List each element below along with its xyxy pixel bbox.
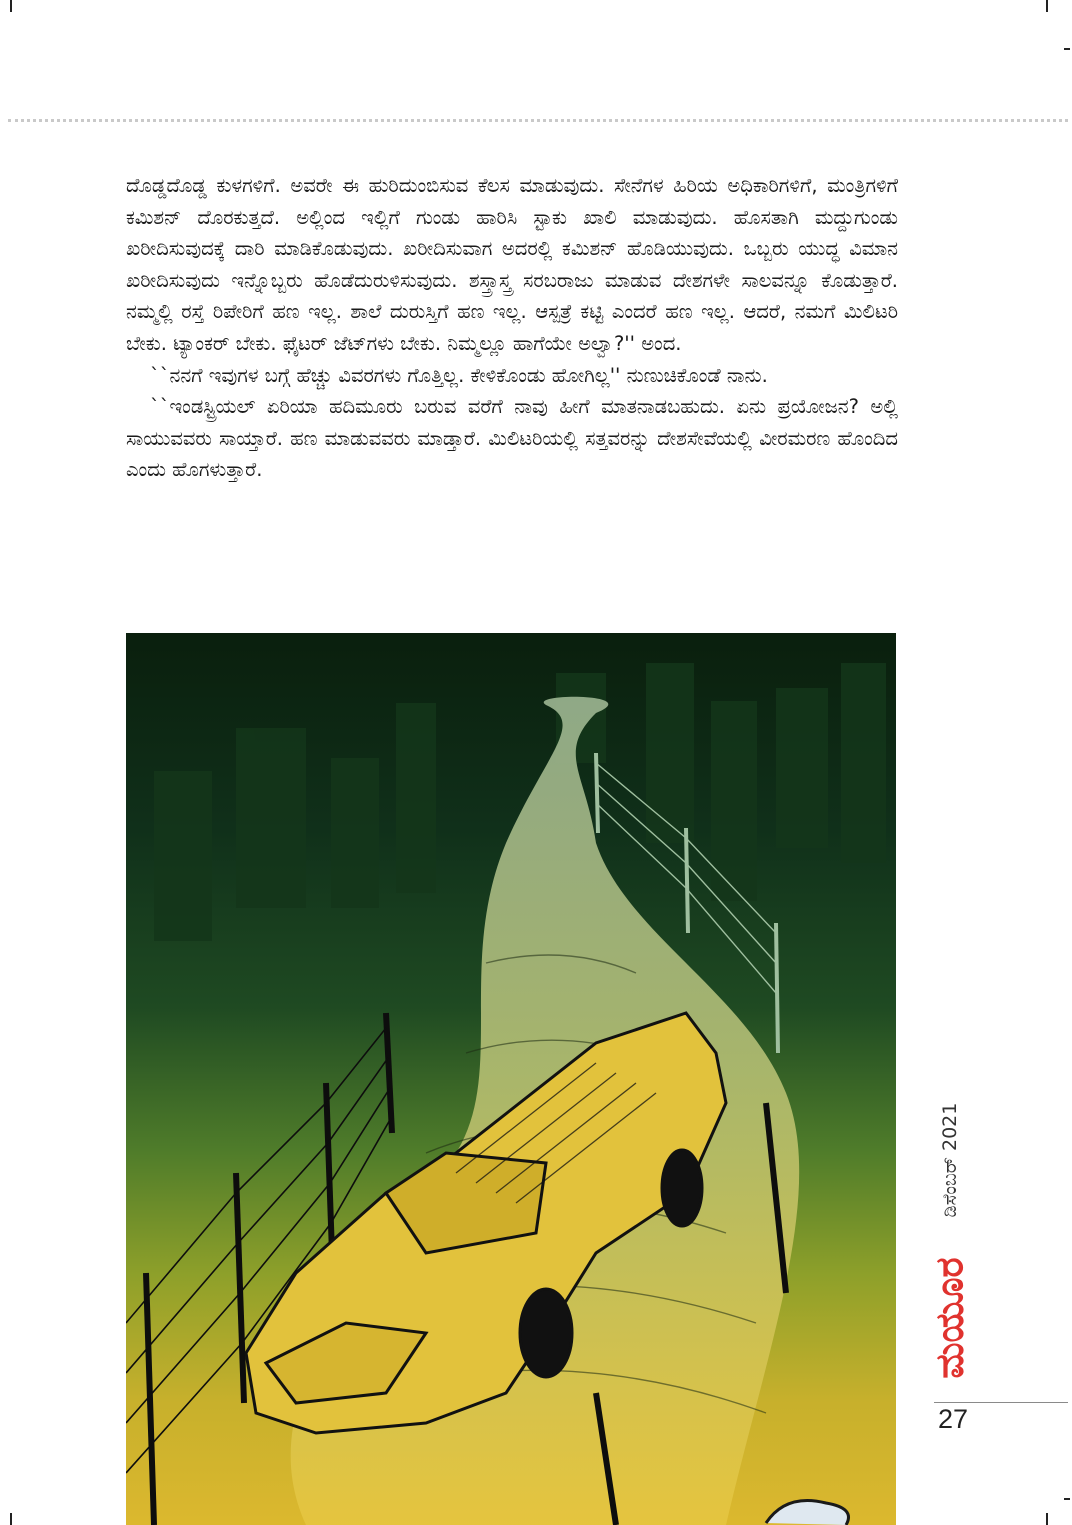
car-on-fenced-road-illustration xyxy=(126,633,896,1525)
story-illustration xyxy=(126,633,896,1525)
crop-mark-bottom-left xyxy=(10,1513,12,1525)
issue-date: ಡಿಸೆಂಬರ್ 2021 xyxy=(939,1102,961,1218)
page-number: 27 xyxy=(938,1404,969,1434)
article-paragraph-3: ``ಇಂಡಸ್ಟ್ರಿಯಲ್ ಏರಿಯಾ ಹದಿಮೂರು ಬರುವ ವರೆಗೆ ನಾವು ಹೀಗೆ ಮಾತನಾಡಬಹುದು. ಏನು ಪ್ರಯೋಜನ? ಅಲ್ಲಿ ಸಾಯುವವರು ಸಾಯ್ತಾರೆ. ಹಣ ಮಾಡುವವರು ಮಾಡ್ತಾರೆ. ಮಿಲಿಟರಿಯಲ್ಲಿ ಸತ್ತವರನ್ನು ದೇಶಸೇವೆಯಲ್ಲಿ ವೀರಮರಣ ಹೊಂದಿದ ಎಂದು ಹೊಗಳುತ್ತಾರೆ. xyxy=(126,395,898,482)
article-paragraph-1: ದೊಡ್ಡದೊಡ್ಡ ಕುಳಗಳಿಗೆ. ಅವರೇ ಈ ಹುರಿದುಂಬಿಸುವ ಕೆಲಸ ಮಾಡುವುದು. ಸೇನೆಗಳ ಹಿರಿಯ ಅಧಿಕಾರಿಗಳಿಗೆ, ಮಂತ್ರಿಗಳಿಗೆ ಕಮಿಶನ್ ದೊರಕುತ್ತದೆ. ಅಲ್ಲಿಂದ ಇಲ್ಲಿಗೆ ಗುಂಡು ಹಾರಿಸಿ ಸ್ಟಾಕು ಖಾಲಿ ಮಾಡುವುದು. ಹೊಸತಾಗಿ ಮದ್ದುಗುಂಡು ಖರೀದಿಸುವುದಕ್ಕೆ ದಾರಿ ಮಾಡಿಕೊಡುವುದು. ಖರೀದಿಸುವಾಗ ಅದರಲ್ಲಿ ಕಮಿಶನ್ ಹೊಡಿಯುವುದು. ಒಬ್ಬರು ಯುದ್ಧ ವಿಮಾನ ಖರೀದಿಸುವುದು ಇನ್ನೊಬ್ಬರು ಹೊಡೆದುರುಳಿಸುವುದು. ಶಸ್ತ್ರಾಸ್ತ್ರ ಸರಬರಾಜು ಮಾಡುವ ದೇಶಗಳೇ ಸಾಲವನ್ನೂ ಕೊಡುತ್ತಾರೆ. ನಮ್ಮಲ್ಲಿ ರಸ್ತೆ ರಿಪೇರಿಗೆ ಹಣ ಇಲ್ಲ. ಶಾಲೆ ದುರುಸ್ತಿಗೆ ಹಣ ಇಲ್ಲ. ಆಸ್ಪತ್ರೆ ಕಟ್ಟಿ ಎಂದರೆ ಹಣ ಇಲ್ಲ. ಆದರೆ, ನಮಗೆ ಮಿಲಿಟರಿ ಬೇಕು. ಟ್ಯಾಂಕರ್ ಬೇಕು. ಫೈಟರ್ ಜೆಟ್‌ಗಳು ಬೇಕು. ನಿಮ್ಮಲ್ಲೂ ಹಾಗೆಯೇ ಅಲ್ವಾ?'' ಅಂದ. xyxy=(126,174,898,355)
article-body xyxy=(126,170,898,486)
article-paragraph-2: ``ನನಗೆ ಇವುಗಳ ಬಗ್ಗೆ ಹೆಚ್ಚು ವಿವರಗಳು ಗೊತ್ತಿಲ್ಲ. ಕೇಳಿಕೊಂಡು ಹೋಗಿಲ್ಲ'' ನುಣುಚಿಕೊಂಡೆ ನಾನು. xyxy=(150,363,768,387)
crop-mark-top-left xyxy=(10,0,12,12)
crop-mark-bottom-right xyxy=(1046,1513,1048,1525)
page-number-rule xyxy=(934,1402,1068,1403)
crop-mark-right-lower xyxy=(1064,1498,1070,1500)
header-dotted-divider xyxy=(8,119,1068,122)
crop-mark-right-upper xyxy=(1064,48,1070,50)
crop-mark-top-right xyxy=(1046,0,1048,12)
magazine-name: ಮಯೂರ xyxy=(927,1257,972,1379)
